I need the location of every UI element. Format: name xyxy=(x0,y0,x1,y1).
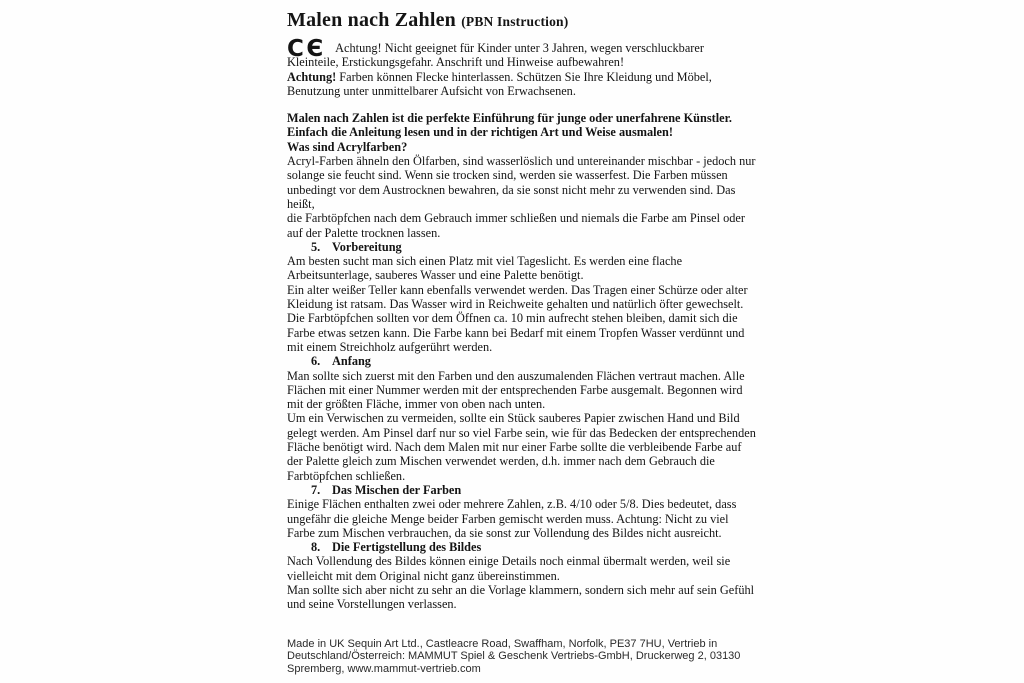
manufacturer-footer xyxy=(287,638,757,676)
section-6-heading xyxy=(287,354,757,368)
intro-lead: Malen nach Zahlen ist die perfekte Einführung für junge oder unerfahrene Künstler. Einfach die Anleitung lesen und in der richtigen Art und Weise ausmalen! xyxy=(287,111,732,140)
safety-warning-1-text: Achtung! Nicht geeignet für Kinder unter 3 Jahren, wegen verschluckbarer Kleinteile, Erstickungsgefahr. Anschrift und Hinweise aufbewahren! xyxy=(287,41,704,70)
safety-warning-2 xyxy=(287,70,757,99)
section-8-heading xyxy=(287,540,757,554)
section-7-heading xyxy=(287,483,757,497)
section-8-paragraph-2: Man sollte sich aber nicht zu sehr an die Vorlage klammern, sondern sich mehr auf sein Gefühl und seine Vorstellungen verlassen. xyxy=(287,582,755,612)
title-main: Malen nach Zahlen xyxy=(287,9,456,31)
section-6-paragraph-1: Man sollte sich zuerst mit den Farben und den auszumalenden Flächen vertraut machen. Alle Flächen mit einer Nummer werden mit der entsprechenden Farbe ausgemalt. Begonnen wird mit der größten Fläche, immer von oben nach unten. xyxy=(287,368,745,412)
section-8-paragraph-1: Nach Vollendung des Bildes können einige Details noch einmal übermalt werden, weil sie vielleicht mit dem Original nicht ganz übereinstimmen. xyxy=(287,554,731,583)
footer-line-2: Deutschland/Österreich: MAMMUT Spiel & Geschenk Vertriebs-GmbH, Druckerweg 2, 03130 xyxy=(287,650,741,663)
safety-warning-2-text: Farben können Flecke hinterlassen. Schützen Sie Ihre Kleidung und Möbel, Benutzung unter unmittelbarer Aufsicht von Erwachsenen. xyxy=(287,69,712,98)
section-5-heading xyxy=(287,240,757,254)
footer-line-1: Made in UK Sequin Art Ltd., Castleacre Road, Swaffham, Norfolk, PE37 7HU, Vertrieb in xyxy=(287,637,718,650)
acrylic-question-heading: Was sind Acrylfarben? xyxy=(287,139,408,154)
section-8-number: 8. xyxy=(311,540,321,555)
section-8-title: Die Fertigstellung des Bildes xyxy=(332,540,482,555)
ce-mark-icon: CЄ xyxy=(287,36,326,62)
section-5-paragraph-1: Am besten sucht man sich einen Platz mit viel Tageslicht. Es werden eine flache Arbeitsunterlage, sauberes Wasser und eine Palette benötigt. xyxy=(287,254,683,283)
spacer xyxy=(287,98,757,111)
section-6-number: 6. xyxy=(311,354,321,369)
instruction-text-column xyxy=(287,8,757,675)
section-6-title: Anfang xyxy=(332,354,371,369)
section-5-title: Vorbereitung xyxy=(332,239,402,254)
acrylic-paragraph-2: die Farbtöpfchen nach dem Gebrauch immer schließen und niemals die Farbe am Pinsel oder auf der Palette trocknen lassen. xyxy=(287,211,745,240)
title-subtitle: (PBN Instruction) xyxy=(461,14,569,29)
section-7-number: 7. xyxy=(311,482,321,497)
safety-warning-2-lead: Achtung! xyxy=(287,69,337,84)
page-title xyxy=(287,8,757,34)
section-7-paragraph-1: Einige Flächen enthalten zwei oder mehrere Zahlen, z.B. 4/10 oder 5/8. Dies bedeutet, dass ungefähr die gleiche Menge beider Farben gemischt werden muss. Achtung: Nicht zu viel Farbe zum Mischen verbrauchen, da sie sonst zur Vollendung des Bildes nicht ausreicht. xyxy=(287,497,737,540)
section-5-paragraph-2: Ein alter weißer Teller kann ebenfalls verwendet werden. Das Tragen einer Schürze oder alter Kleidung ist ratsam. Das Wasser wird in Reichweite gehalten und natürlich öfter gewechselt. Die Farbtöpfchen sollten vor dem Öffnen ca. 10 min aufrecht stehen bleiben, damit sich die Farbe etwas setzen kann. Die Farbe kann bei Bedarf mit einem Tropfen Wasser verdünnt und mit einem Streichholz aufgerührt werden. xyxy=(287,282,748,354)
section-7-title: Das Mischen der Farben xyxy=(332,482,462,497)
acrylic-paragraph-1: Acryl-Farben ähneln den Ölfarben, sind wasserlöslich und untereinander mischbar - jedoch nur solange sie feucht sind. Wenn sie trocken sind, werden sie wasserfest. Die Farben müssen unbedingt vor dem Austrocknen bewahren, da sie sonst nicht mehr zu verwenden sind. Das heißt, xyxy=(287,154,756,211)
footer-line-3: Spremberg, www.mammut-vertrieb.com xyxy=(287,662,481,675)
section-5-number: 5. xyxy=(311,239,321,254)
section-6-paragraph-2: Um ein Verwischen zu vermeiden, sollte ein Stück sauberes Papier zwischen Hand und Bild gelegt werden. Am Pinsel darf nur so viel Farbe sein, wie für das Bedecken der entsprechenden Fläche benötigt wird. Nach dem Malen mit nur einer Farbe sollte die verbleibende Farbe auf der Palette gleich zum Mischen verwendet werden, d.h. immer nach dem Gebrauch die Farbtöpfchen schließen. xyxy=(287,411,756,483)
safety-warning-1 xyxy=(287,36,757,70)
